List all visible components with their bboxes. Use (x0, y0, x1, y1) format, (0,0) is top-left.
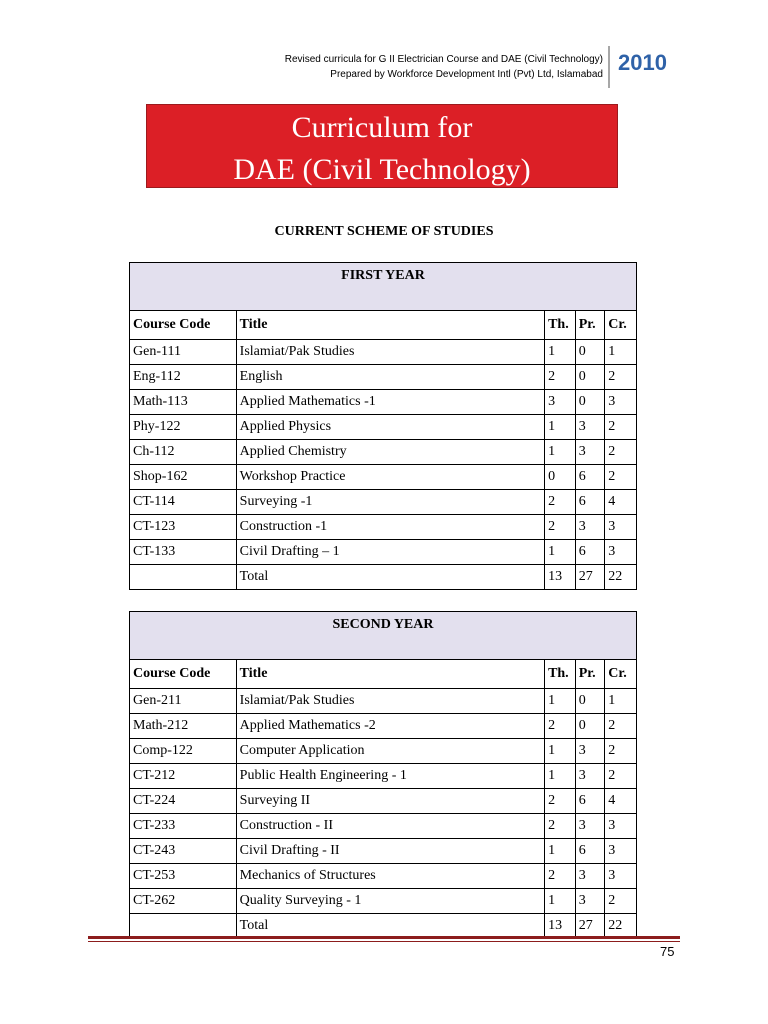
cell-credits: 3 (605, 540, 637, 565)
cell-course-code: CT-224 (130, 789, 237, 814)
table-row (130, 889, 637, 914)
cell-credits: 3 (605, 839, 637, 864)
table-row (130, 839, 637, 864)
page-number: 75 (660, 944, 675, 959)
table-row (130, 515, 637, 540)
cell-title: Total (236, 565, 544, 590)
table-row (130, 415, 637, 440)
cell-course-code: CT-133 (130, 540, 237, 565)
total-row (130, 914, 637, 939)
cell-course-code: Phy-122 (130, 415, 237, 440)
second-year-heading: SECOND YEAR (130, 612, 637, 660)
cell-course-code: Gen-211 (130, 689, 237, 714)
cell-title: Public Health Engineering - 1 (236, 764, 544, 789)
cell-credits: 4 (605, 789, 637, 814)
cell-theory: 2 (545, 490, 576, 515)
cell-theory: 2 (545, 515, 576, 540)
cell-theory: 1 (545, 540, 576, 565)
cell-title: Mechanics of Structures (236, 864, 544, 889)
cell-practical: 3 (575, 739, 605, 764)
cell-credits: 3 (605, 814, 637, 839)
cell-course-code: CT-243 (130, 839, 237, 864)
table-row (130, 490, 637, 515)
header-line-1: Revised curricula for G II Electrician Course and DAE (Civil Technology) (284, 54, 603, 65)
cell-practical: 27 (575, 914, 605, 939)
title-line-2: DAE (Civil Technology) (233, 153, 531, 186)
cell-course-code: CT-233 (130, 814, 237, 839)
table-row (130, 440, 637, 465)
table-row (130, 814, 637, 839)
cell-theory: 2 (545, 714, 576, 739)
second-year-table (129, 611, 637, 939)
cell-credits: 2 (605, 739, 637, 764)
column-header-course-code: Course Code (130, 311, 237, 340)
cell-theory: 1 (545, 839, 576, 864)
cell-theory: 0 (545, 465, 576, 490)
cell-theory: 2 (545, 814, 576, 839)
cell-practical: 0 (575, 365, 605, 390)
cell-theory: 1 (545, 340, 576, 365)
table-row (130, 864, 637, 889)
cell-credits: 3 (605, 864, 637, 889)
cell-course-code: Comp-122 (130, 739, 237, 764)
cell-credits: 4 (605, 490, 637, 515)
cell-course-code: Gen-111 (130, 340, 237, 365)
cell-credits: 2 (605, 889, 637, 914)
cell-practical: 3 (575, 889, 605, 914)
cell-practical: 6 (575, 839, 605, 864)
cell-practical: 0 (575, 689, 605, 714)
title-banner (146, 104, 618, 188)
table-header-row (130, 660, 637, 689)
cell-theory: 2 (545, 789, 576, 814)
cell-course-code (130, 565, 237, 590)
cell-title: English (236, 365, 544, 390)
cell-title: Workshop Practice (236, 465, 544, 490)
table-row (130, 689, 637, 714)
second-year-heading-row (130, 612, 637, 660)
running-header (285, 52, 603, 82)
cell-practical: 3 (575, 764, 605, 789)
cell-title: Construction - II (236, 814, 544, 839)
cell-course-code: Math-212 (130, 714, 237, 739)
cell-title: Construction -1 (236, 515, 544, 540)
cell-credits: 2 (605, 714, 637, 739)
cell-theory: 1 (545, 889, 576, 914)
table-row (130, 365, 637, 390)
cell-course-code: CT-262 (130, 889, 237, 914)
table-row (130, 540, 637, 565)
cell-credits: 2 (605, 764, 637, 789)
footer-rule-thin (88, 941, 680, 942)
cell-practical: 3 (575, 415, 605, 440)
cell-practical: 6 (575, 540, 605, 565)
cell-theory: 3 (545, 390, 576, 415)
cell-credits: 3 (605, 390, 637, 415)
cell-credits: 2 (605, 365, 637, 390)
cell-course-code: Eng-112 (130, 365, 237, 390)
cell-course-code (130, 914, 237, 939)
column-header-practical: Pr. (575, 311, 605, 340)
cell-theory: 13 (545, 914, 576, 939)
cell-course-code: CT-212 (130, 764, 237, 789)
cell-title: Applied Physics (236, 415, 544, 440)
cell-practical: 3 (575, 440, 605, 465)
cell-practical: 6 (575, 789, 605, 814)
cell-credits: 2 (605, 415, 637, 440)
column-header-practical: Pr. (575, 660, 605, 689)
cell-theory: 1 (545, 764, 576, 789)
cell-credits: 2 (605, 465, 637, 490)
cell-title: Islamiat/Pak Studies (236, 340, 544, 365)
cell-title: Civil Drafting - II (236, 839, 544, 864)
cell-practical: 3 (575, 515, 605, 540)
cell-practical: 0 (575, 390, 605, 415)
cell-credits: 22 (605, 565, 637, 590)
cell-title: Computer Application (236, 739, 544, 764)
table-row (130, 764, 637, 789)
cell-title: Surveying II (236, 789, 544, 814)
cell-practical: 6 (575, 490, 605, 515)
cell-title: Applied Chemistry (236, 440, 544, 465)
header-divider (608, 46, 610, 88)
column-header-title: Title (236, 311, 544, 340)
table-row (130, 739, 637, 764)
cell-credits: 2 (605, 440, 637, 465)
cell-practical: 6 (575, 465, 605, 490)
header-year: 2010 (618, 50, 667, 75)
cell-practical: 3 (575, 814, 605, 839)
cell-course-code: Math-113 (130, 390, 237, 415)
total-row (130, 565, 637, 590)
first-year-heading: FIRST YEAR (130, 263, 637, 311)
cell-theory: 1 (545, 689, 576, 714)
cell-theory: 1 (545, 415, 576, 440)
cell-practical: 27 (575, 565, 605, 590)
cell-course-code: Ch-112 (130, 440, 237, 465)
cell-theory: 13 (545, 565, 576, 590)
column-header-credits: Cr. (605, 311, 637, 340)
cell-title: Applied Mathematics -2 (236, 714, 544, 739)
cell-title: Total (236, 914, 544, 939)
table-row (130, 789, 637, 814)
cell-practical: 3 (575, 864, 605, 889)
cell-course-code: Shop-162 (130, 465, 237, 490)
header-line-2: Prepared by Workforce Development Intl (Pvt) Ltd, Islamabad (330, 69, 603, 80)
cell-credits: 3 (605, 515, 637, 540)
cell-title: Civil Drafting – 1 (236, 540, 544, 565)
table-row (130, 714, 637, 739)
cell-credits: 22 (605, 914, 637, 939)
cell-theory: 1 (545, 440, 576, 465)
cell-credits: 1 (605, 340, 637, 365)
first-year-table (129, 262, 637, 590)
table-row (130, 390, 637, 415)
column-header-title: Title (236, 660, 544, 689)
footer-rule (88, 936, 680, 939)
cell-course-code: CT-253 (130, 864, 237, 889)
cell-practical: 0 (575, 340, 605, 365)
cell-theory: 2 (545, 365, 576, 390)
cell-theory: 2 (545, 864, 576, 889)
title-line-1: Curriculum for (291, 111, 473, 144)
column-header-course-code: Course Code (130, 660, 237, 689)
cell-title: Applied Mathematics -1 (236, 390, 544, 415)
cell-title: Surveying -1 (236, 490, 544, 515)
cell-title: Islamiat/Pak Studies (236, 689, 544, 714)
column-header-theory: Th. (545, 311, 576, 340)
cell-theory: 1 (545, 739, 576, 764)
first-year-heading-row (130, 263, 637, 311)
cell-course-code: CT-123 (130, 515, 237, 540)
cell-credits: 1 (605, 689, 637, 714)
column-header-credits: Cr. (605, 660, 637, 689)
column-header-theory: Th. (545, 660, 576, 689)
cell-title: Quality Surveying - 1 (236, 889, 544, 914)
section-heading: CURRENT SCHEME OF STUDIES (274, 224, 494, 239)
cell-practical: 0 (575, 714, 605, 739)
table-row (130, 465, 637, 490)
cell-course-code: CT-114 (130, 490, 237, 515)
table-row (130, 340, 637, 365)
table-header-row (130, 311, 637, 340)
